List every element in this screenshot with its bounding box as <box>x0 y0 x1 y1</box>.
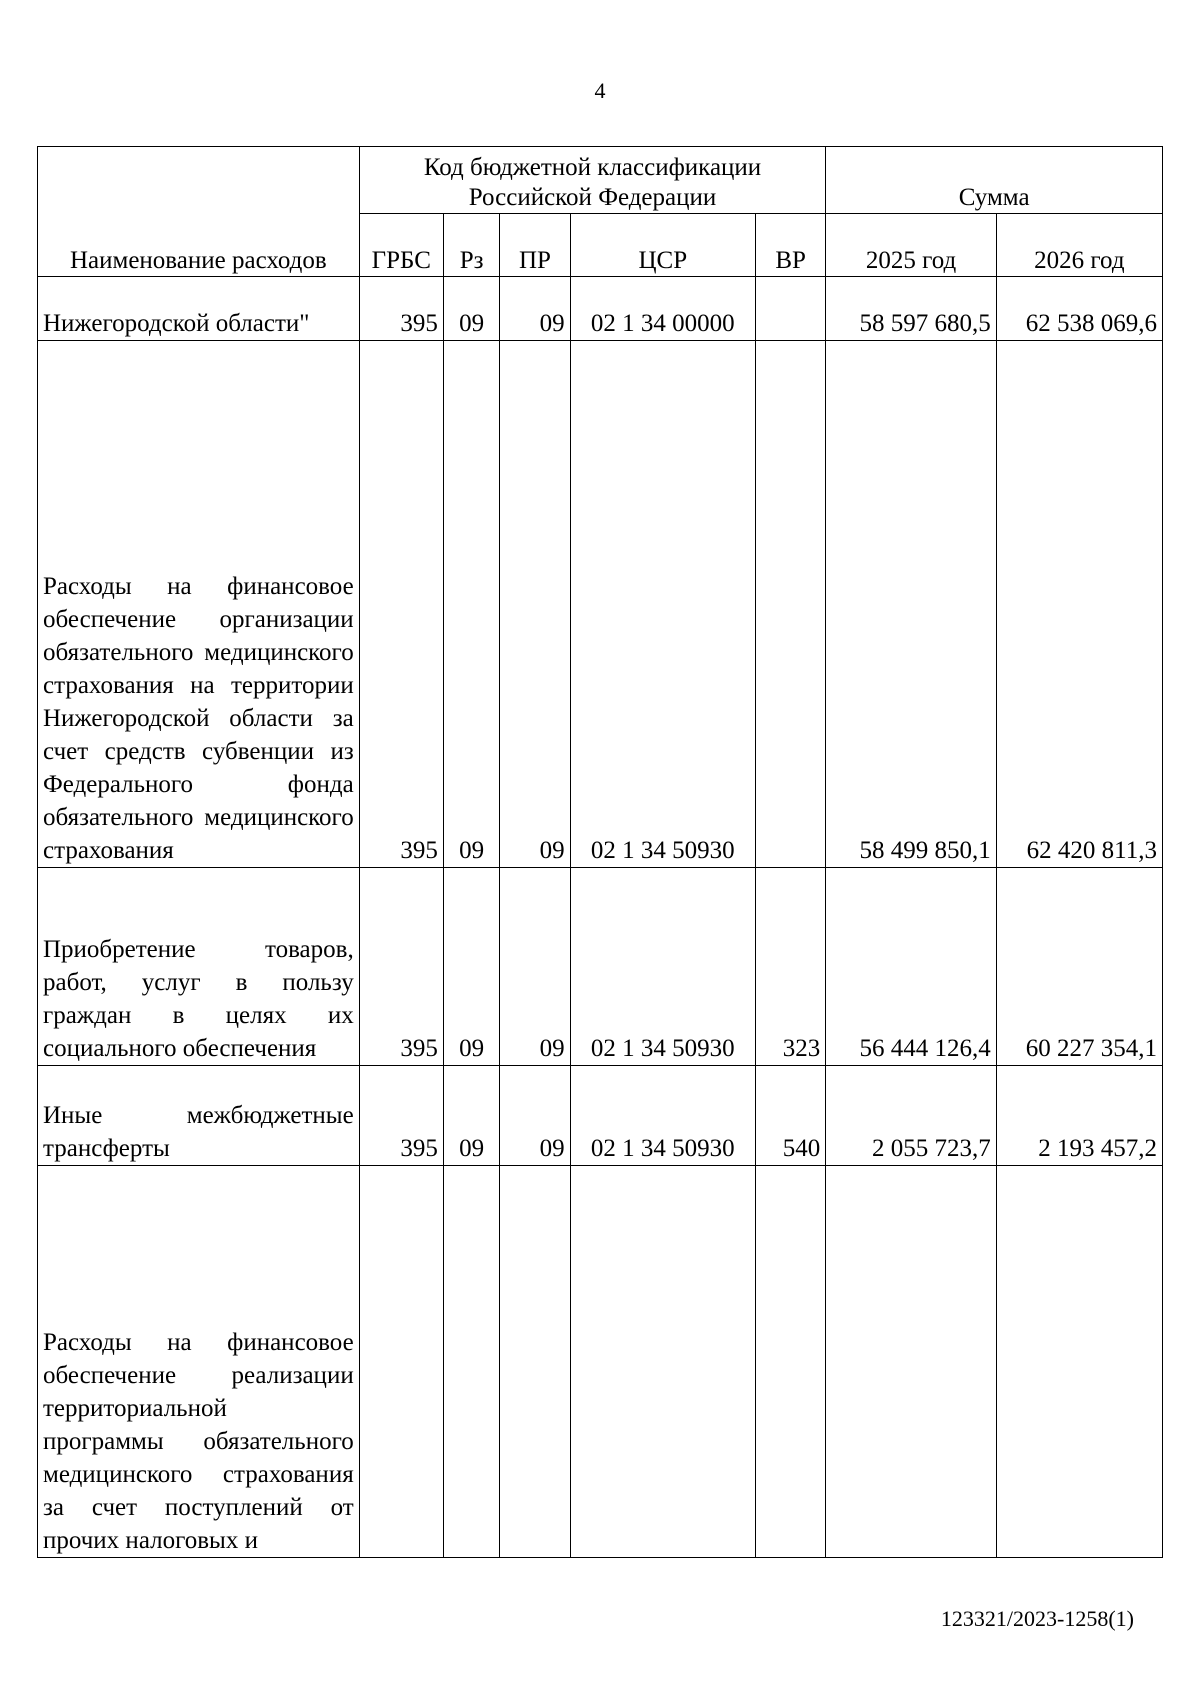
row-csr <box>570 1166 755 1558</box>
row-grbs: 395 <box>359 341 443 868</box>
row-pr: 09 <box>500 1066 570 1166</box>
row-2025: 58 499 850,1 <box>826 341 996 868</box>
row-grbs: 395 <box>359 277 443 341</box>
table-row <box>38 341 1163 868</box>
header-2025: 2025 год <box>826 214 996 277</box>
header-row-top <box>38 147 1163 214</box>
row-2026: 62 538 069,6 <box>996 277 1162 341</box>
row-2026: 2 193 457,2 <box>996 1066 1162 1166</box>
header-code-group: Код бюджетной классификации Российской Федерации <box>359 147 826 214</box>
row-pr <box>500 1166 570 1558</box>
row-2025: 58 597 680,5 <box>826 277 996 341</box>
row-pr: 09 <box>500 341 570 868</box>
document-id: 123321/2023-1258(1) <box>940 1606 1134 1631</box>
header-pr: ПР <box>500 214 570 277</box>
budget-table <box>37 146 1163 1558</box>
row-grbs: 395 <box>359 868 443 1066</box>
header-csr: ЦСР <box>570 214 755 277</box>
row-pr: 09 <box>500 868 570 1066</box>
row-vr <box>755 341 825 868</box>
row-grbs <box>359 1166 443 1558</box>
row-csr: 02 1 34 50930 <box>570 341 755 868</box>
row-2025 <box>826 1166 996 1558</box>
row-name: Иные межбюджетные трансферты <box>38 1066 360 1166</box>
row-vr <box>755 1166 825 1558</box>
row-2026 <box>996 1166 1162 1558</box>
header-grbs: ГРБС <box>359 214 443 277</box>
row-rz: 09 <box>443 341 499 868</box>
row-2025: 56 444 126,4 <box>826 868 996 1066</box>
row-vr: 323 <box>755 868 825 1066</box>
row-2025: 2 055 723,7 <box>826 1066 996 1166</box>
table-row <box>38 1166 1163 1558</box>
row-csr: 02 1 34 50930 <box>570 1066 755 1166</box>
row-2026: 60 227 354,1 <box>996 868 1162 1066</box>
row-csr: 02 1 34 00000 <box>570 277 755 341</box>
row-name: Нижегородской области" <box>38 277 360 341</box>
header-sum-group: Сумма <box>826 147 1163 214</box>
row-name: Расходы на финансовое обеспечение организации обязательного медицинского страхования на территории Нижегородской области за счет средств субвенции из Федерального фонда обязательного медицинского страхования <box>38 341 360 868</box>
row-vr: 540 <box>755 1066 825 1166</box>
row-vr <box>755 277 825 341</box>
row-pr: 09 <box>500 277 570 341</box>
row-grbs: 395 <box>359 1066 443 1166</box>
table-row <box>38 868 1163 1066</box>
row-rz: 09 <box>443 277 499 341</box>
header-2026: 2026 год <box>996 214 1162 277</box>
table-row <box>38 1066 1163 1166</box>
page-number: 4 <box>594 78 606 103</box>
row-2026: 62 420 811,3 <box>996 341 1162 868</box>
header-rz: Рз <box>443 214 499 277</box>
row-rz <box>443 1166 499 1558</box>
table-row <box>38 277 1163 341</box>
header-vr: ВР <box>755 214 825 277</box>
row-rz: 09 <box>443 868 499 1066</box>
header-name: Наименование расходов <box>38 147 360 277</box>
row-name: Приобретение товаров, работ, услуг в пользу граждан в целях их социального обеспечения <box>38 868 360 1066</box>
row-rz: 09 <box>443 1066 499 1166</box>
row-csr: 02 1 34 50930 <box>570 868 755 1066</box>
row-name: Расходы на финансовое обеспечение реализации территориальной программы обязательного медицинского страхования за счет поступлений от прочих налоговых и <box>38 1166 360 1558</box>
